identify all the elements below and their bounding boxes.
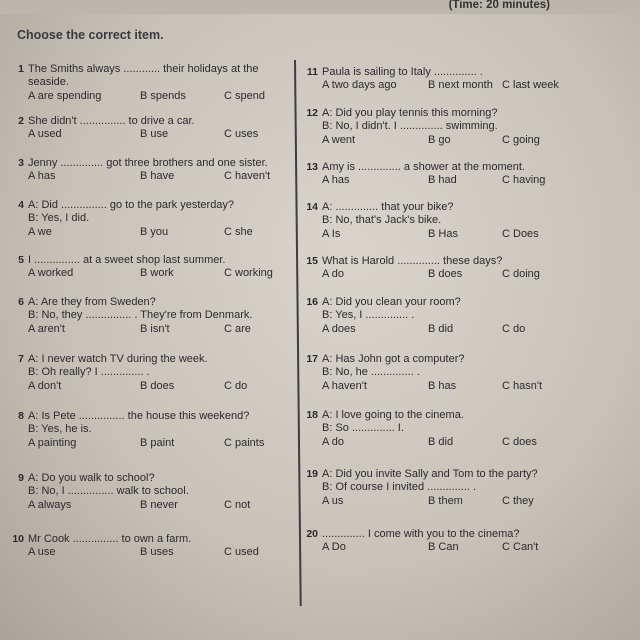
option-c[interactable]: C doing <box>502 268 540 281</box>
option-a[interactable]: A Is <box>322 227 341 240</box>
question-number: 7 <box>18 353 24 365</box>
question-number: 1 <box>18 63 24 75</box>
question-item <box>302 201 622 242</box>
option-b[interactable]: B Can <box>428 541 459 554</box>
option-c[interactable]: C they <box>502 494 534 507</box>
question-text: B: No, that's Jack's bike. <box>322 214 442 227</box>
question-text: B: Yes, I did. <box>28 212 90 225</box>
question-item <box>302 353 622 394</box>
instruction-heading: Choose the correct item. <box>17 28 164 42</box>
question-text: A: I never watch TV during the week. <box>28 353 208 365</box>
question-item <box>302 161 622 188</box>
question-item <box>8 296 312 337</box>
answer-options <box>322 134 622 148</box>
option-b[interactable]: B you <box>140 225 169 238</box>
option-c[interactable]: C hasn't <box>502 379 543 392</box>
answer-options <box>322 541 622 555</box>
option-c[interactable]: C used <box>224 546 259 559</box>
answer-options <box>322 495 622 509</box>
question-text: A: Did you clean your room? <box>322 296 461 308</box>
question-item <box>302 468 622 509</box>
question-item <box>302 296 622 337</box>
option-a[interactable]: A always <box>28 498 72 511</box>
option-c[interactable]: C do <box>502 322 526 335</box>
option-c[interactable]: C are <box>224 322 251 335</box>
question-item <box>302 528 622 555</box>
answer-options <box>28 90 312 104</box>
question-number: 19 <box>306 468 318 480</box>
option-a[interactable]: A use <box>28 546 56 559</box>
question-text: Jenny .............. got three brothers and one sister. <box>28 157 268 169</box>
answer-options <box>28 267 312 281</box>
question-text: .............. I come with you to the cinema? <box>322 528 520 540</box>
option-a[interactable]: A do <box>322 268 345 281</box>
question-text: A: Do you walk to school? <box>28 472 155 484</box>
question-item <box>8 157 312 184</box>
answer-options <box>28 437 312 451</box>
option-b[interactable]: B did <box>428 435 454 448</box>
option-a[interactable]: A do <box>322 435 345 448</box>
answer-options <box>28 499 312 513</box>
option-c[interactable]: C having <box>502 174 546 187</box>
option-b[interactable]: B use <box>140 128 169 141</box>
option-c[interactable]: C paints <box>224 436 265 449</box>
question-number: 9 <box>18 472 24 484</box>
question-text: seaside. <box>28 76 69 89</box>
question-number: 8 <box>18 410 24 422</box>
question-item <box>8 254 312 281</box>
question-item <box>302 107 622 148</box>
option-c[interactable]: C working <box>224 267 273 280</box>
option-a[interactable]: A haven't <box>322 379 367 392</box>
option-c[interactable]: C uses <box>224 128 259 141</box>
question-text: Mr Cook ............... to own a farm. <box>28 533 192 545</box>
option-a[interactable]: A used <box>28 128 62 141</box>
question-number: 5 <box>18 254 24 266</box>
question-text: B: Yes, he is. <box>28 423 92 436</box>
question-number: 11 <box>306 66 318 78</box>
question-item <box>302 409 622 450</box>
option-c[interactable]: C going <box>502 133 540 146</box>
option-a[interactable]: A worked <box>28 267 74 280</box>
option-a[interactable]: A aren't <box>28 322 65 335</box>
option-b[interactable]: B had <box>428 174 457 187</box>
option-b[interactable]: B never <box>140 498 178 511</box>
question-number: 12 <box>306 107 318 119</box>
option-c[interactable]: C haven't <box>224 170 271 183</box>
answer-options <box>28 226 312 240</box>
question-text: Amy is .............. a shower at the moment. <box>322 161 525 173</box>
option-a[interactable]: A painting <box>28 436 77 449</box>
option-a[interactable]: A does <box>322 322 356 335</box>
option-a[interactable]: A are spending <box>28 89 102 102</box>
question-number: 4 <box>18 199 24 211</box>
option-a[interactable]: A we <box>28 225 52 238</box>
option-b[interactable]: B them <box>428 494 463 507</box>
question-item <box>8 63 312 104</box>
option-b[interactable]: B Has <box>428 227 458 240</box>
option-a[interactable]: A two days ago <box>322 79 397 92</box>
question-text: B: Yes, I .............. . <box>322 309 415 322</box>
answer-options <box>28 380 312 394</box>
question-number: 18 <box>306 409 318 421</box>
option-b[interactable]: B has <box>428 379 457 392</box>
option-c[interactable]: C not <box>224 498 251 511</box>
option-b[interactable]: B go <box>428 133 451 146</box>
question-item <box>302 66 622 93</box>
answer-options <box>322 323 622 337</box>
question-number: 17 <box>306 353 318 365</box>
question-text: The Smiths always ............ their holidays at the <box>28 63 259 75</box>
answer-options <box>28 170 312 184</box>
question-text: A: Is Pete ............... the house this weekend? <box>28 410 250 422</box>
question-text: She didn't ............... to drive a car. <box>28 115 195 127</box>
question-text: Paula is sailing to Italy .............. . <box>322 66 483 78</box>
option-a[interactable]: A us <box>322 494 344 507</box>
answer-options <box>28 323 312 337</box>
time-limit: (Time: 20 minutes) <box>448 0 550 11</box>
question-text: A: Are they from Sweden? <box>28 296 156 308</box>
option-b[interactable]: B did <box>428 322 454 335</box>
question-number: 14 <box>306 201 318 213</box>
question-text: B: Oh really? I .............. . <box>28 366 150 379</box>
option-b[interactable]: B does <box>140 379 175 392</box>
option-b[interactable]: B uses <box>140 546 174 559</box>
question-item <box>8 533 312 560</box>
question-text: B: No, I ............... walk to school. <box>28 485 189 498</box>
option-b[interactable]: B paint <box>140 436 175 449</box>
answer-options <box>322 228 622 242</box>
option-c[interactable]: C last week <box>502 79 559 92</box>
question-item <box>302 255 622 282</box>
question-text: A: Has John got a computer? <box>322 353 465 365</box>
question-number: 2 <box>18 115 24 127</box>
question-text: A: .............. that your bike? <box>322 201 454 213</box>
question-text: B: So .............. I. <box>322 422 404 435</box>
option-b[interactable]: B work <box>140 267 174 280</box>
option-c[interactable]: C she <box>224 225 253 238</box>
option-c[interactable]: C Can't <box>502 541 539 554</box>
question-number: 13 <box>306 161 318 173</box>
option-b[interactable]: B next month <box>428 79 493 92</box>
question-item <box>8 410 312 451</box>
option-b[interactable]: B spends <box>140 89 186 102</box>
question-text: What is Harold .............. these days? <box>322 255 503 267</box>
question-number: 20 <box>306 528 318 540</box>
question-text: A: Did you invite Sally and Tom to the party? <box>322 468 538 480</box>
answer-options <box>28 128 312 142</box>
option-c[interactable]: C Does <box>502 227 539 240</box>
answer-options <box>322 380 622 394</box>
question-number: 15 <box>306 255 318 267</box>
question-item <box>8 472 312 513</box>
option-a[interactable]: A don't <box>28 379 62 392</box>
answer-options <box>322 268 622 282</box>
option-b[interactable]: B isn't <box>140 322 170 335</box>
option-b[interactable]: B have <box>140 170 175 183</box>
option-c[interactable]: C spend <box>224 89 265 102</box>
option-a[interactable]: A went <box>322 133 356 146</box>
answer-options <box>322 79 622 93</box>
option-a[interactable]: A Do <box>322 541 346 554</box>
question-number: 3 <box>18 157 24 169</box>
option-c[interactable]: C do <box>224 379 248 392</box>
question-text: A: Did ............... go to the park yesterday? <box>28 199 235 211</box>
answer-options <box>322 436 622 450</box>
answer-options <box>322 174 622 188</box>
question-number: 10 <box>12 533 24 545</box>
question-text: B: Of course I invited .............. . <box>322 481 477 494</box>
question-text: B: No, I didn't. I .............. swimming. <box>322 120 498 133</box>
option-a[interactable]: A has <box>28 170 56 183</box>
question-number: 6 <box>18 296 24 308</box>
question-text: B: No, he .............. . <box>322 366 420 379</box>
option-b[interactable]: B does <box>428 268 463 281</box>
question-text: B: No, they ............... . They're from Denmark. <box>28 309 253 322</box>
question-number: 16 <box>306 296 318 308</box>
question-text: A: I love going to the cinema. <box>322 409 464 421</box>
question-item <box>8 115 312 142</box>
question-item <box>8 353 312 394</box>
question-item <box>8 199 312 240</box>
question-text: A: Did you play tennis this morning? <box>322 107 498 119</box>
option-c[interactable]: C does <box>502 435 537 448</box>
option-a[interactable]: A has <box>322 174 350 187</box>
question-text: I ............... at a sweet shop last summer. <box>28 254 226 266</box>
answer-options <box>28 546 312 560</box>
